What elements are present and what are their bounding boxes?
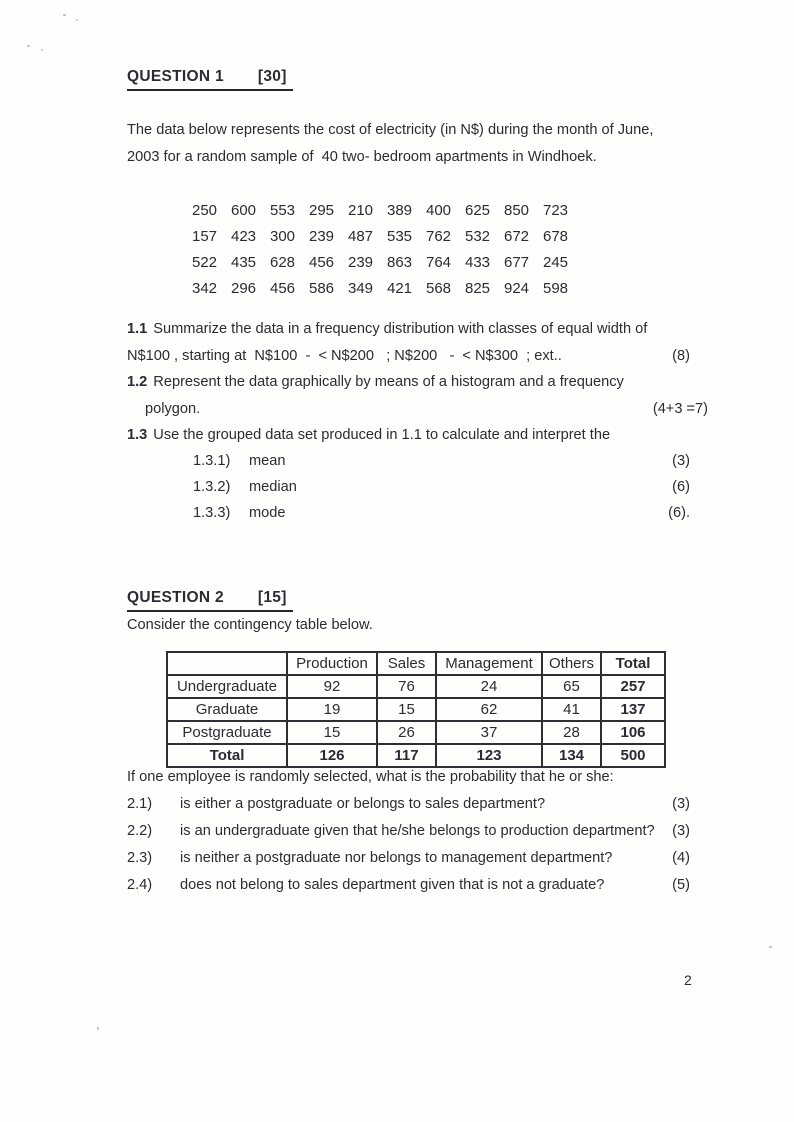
marks-allocation: (3)	[672, 796, 690, 812]
header-cell: Others	[542, 652, 601, 675]
q2-item-2-2: 2.2) is an undergraduate given that he/she belongs to production department? (3)	[127, 823, 690, 839]
item-number: 2.4)	[127, 877, 153, 893]
table-cell: 257	[601, 675, 665, 698]
data-value: 245	[543, 253, 569, 271]
item-number: 1.2	[127, 374, 148, 390]
marks-allocation: (6).	[668, 505, 690, 521]
data-value: 342	[192, 279, 218, 297]
data-value: 586	[309, 279, 335, 297]
q1-subitem-1-3-1: 1.3.1) mean (3)	[193, 453, 690, 469]
scan-speck	[769, 946, 772, 948]
data-value: 532	[465, 227, 491, 245]
q1-intro-line1	[127, 121, 690, 140]
page-number: 2	[684, 972, 692, 988]
electricity-data-grid	[192, 197, 582, 301]
data-value: 672	[504, 227, 530, 245]
table-cell: 24	[436, 675, 542, 698]
question1-title: QUESTION 1	[127, 68, 224, 85]
table-cell: 19	[287, 698, 377, 721]
data-value: 628	[270, 253, 296, 271]
subitem-number: 1.3.3)	[193, 505, 231, 521]
table-row	[167, 675, 665, 698]
question1-marks: [30]	[257, 68, 287, 85]
q1-item-1-2-line1: 1.2 Represent the data graphically by means of a histogram and a frequency	[127, 374, 624, 390]
q1-intro-text2: 2003 for a random sample of 40 two- bedroom apartments in Windhoek.	[127, 149, 597, 165]
data-value: 300	[270, 227, 296, 245]
data-value: 239	[309, 227, 335, 245]
scan-speck	[41, 49, 43, 51]
q1-item-1-3-line1: 1.3 Use the grouped data set produced in 1.1 to calculate and interpret the	[127, 427, 611, 443]
q2-item-2-1: 2.1) is either a postgraduate or belongs to sales department? (3)	[127, 796, 690, 812]
q1-intro-text1: The data below represents the cost of electricity (in N$) during the month of June,	[127, 122, 654, 138]
row-label: Graduate	[167, 698, 287, 721]
data-value: 863	[387, 253, 413, 271]
data-value: 389	[387, 201, 413, 219]
marks-allocation: (8)	[672, 348, 690, 364]
marks-allocation: (4+3 =7)	[652, 401, 708, 417]
subitem-number: 1.3.1)	[193, 453, 231, 469]
table-cell: 62	[436, 698, 542, 721]
item-number: 1.3	[127, 427, 148, 443]
item-number: 2.3)	[127, 850, 153, 866]
data-value: 825	[465, 279, 491, 297]
data-value: 250	[192, 201, 218, 219]
data-value: 239	[348, 253, 374, 271]
scan-speck	[76, 19, 78, 21]
header-cell: Total	[601, 652, 665, 675]
data-value: 400	[426, 201, 452, 219]
table-cell: 92	[287, 675, 377, 698]
row-label: Undergraduate	[167, 675, 287, 698]
item-number: 2.2)	[127, 823, 153, 839]
subitem-number: 1.3.2)	[193, 479, 231, 495]
data-value: 723	[543, 201, 569, 219]
contingency-table	[166, 651, 666, 768]
q1-intro-line2	[127, 148, 690, 167]
item-number: 1.1	[127, 321, 148, 337]
data-value: 535	[387, 227, 413, 245]
data-value: 210	[348, 201, 374, 219]
q2-prompt: If one employee is randomly selected, what is the probability that he or she:	[127, 769, 614, 785]
q2-item-2-4: 2.4) does not belong to sales department given that is not a graduate? (5)	[127, 877, 690, 893]
question2-title: QUESTION 2	[127, 589, 224, 606]
data-value: 435	[231, 253, 257, 271]
data-value: 349	[348, 279, 374, 297]
scan-speck	[27, 45, 30, 47]
q1-item-1-1-line2: N$100 , starting at N$100 - < N$200 ; N$200 - < N$300 ; ext.. (8)	[127, 348, 690, 364]
data-value: 456	[270, 279, 296, 297]
table-cell: 41	[542, 698, 601, 721]
table-cell: 126	[287, 744, 377, 767]
q1-subitem-1-3-2: 1.3.2) median (6)	[193, 479, 690, 495]
table-cell: 123	[436, 744, 542, 767]
data-value: 924	[504, 279, 530, 297]
data-value: 295	[309, 201, 335, 219]
table-cell: 65	[542, 675, 601, 698]
data-value: 677	[504, 253, 530, 271]
data-value: 456	[309, 253, 335, 271]
data-value: 433	[465, 253, 491, 271]
marks-allocation: (5)	[672, 877, 690, 893]
data-value: 598	[543, 279, 569, 297]
table-cell: 134	[542, 744, 601, 767]
marks-allocation: (6)	[672, 479, 690, 495]
table-cell: 15	[287, 721, 377, 744]
table-cell: 26	[377, 721, 436, 744]
item-number: 2.1)	[127, 796, 153, 812]
data-value: 296	[231, 279, 257, 297]
table-total-row	[167, 744, 665, 767]
table-cell: 28	[542, 721, 601, 744]
table-header-row	[167, 652, 665, 675]
question1-heading	[127, 68, 293, 91]
data-value: 423	[231, 227, 257, 245]
table-cell: 76	[377, 675, 436, 698]
table-cell: 137	[601, 698, 665, 721]
scan-speck	[97, 1027, 99, 1030]
q1-subitem-1-3-3: 1.3.3) mode (6).	[193, 505, 690, 521]
data-value: 568	[426, 279, 452, 297]
table-cell: 500	[601, 744, 665, 767]
q2-intro: Consider the contingency table below.	[127, 617, 373, 633]
table-row	[167, 721, 665, 744]
q1-item-1-2-line2: polygon. (4+3 =7)	[145, 401, 708, 417]
row-label: Total	[167, 744, 287, 767]
data-value: 850	[504, 201, 530, 219]
data-value: 764	[426, 253, 452, 271]
table-cell: 15	[377, 698, 436, 721]
header-cell: Sales	[377, 652, 436, 675]
table-cell: 117	[377, 744, 436, 767]
data-value: 762	[426, 227, 452, 245]
data-value: 625	[465, 201, 491, 219]
marks-allocation: (3)	[672, 823, 690, 839]
table-cell: 37	[436, 721, 542, 744]
q1-item-1-1-line1: 1.1 Summarize the data in a frequency distribution with classes of equal width of	[127, 321, 648, 337]
question2-heading	[127, 589, 293, 612]
row-label: Postgraduate	[167, 721, 287, 744]
scan-speck	[63, 14, 66, 16]
table-row	[167, 698, 665, 721]
data-value: 600	[231, 201, 257, 219]
data-value: 421	[387, 279, 413, 297]
data-value: 553	[270, 201, 296, 219]
question2-marks: [15]	[257, 589, 287, 606]
marks-allocation: (3)	[672, 453, 690, 469]
marks-allocation: (4)	[672, 850, 690, 866]
data-value: 522	[192, 253, 218, 271]
data-value: 487	[348, 227, 374, 245]
header-cell: Production	[287, 652, 377, 675]
header-cell	[167, 652, 287, 675]
data-value: 678	[543, 227, 569, 245]
table-cell: 106	[601, 721, 665, 744]
q2-item-2-3: 2.3) is neither a postgraduate nor belongs to management department? (4)	[127, 850, 690, 866]
header-cell: Management	[436, 652, 542, 675]
data-value: 157	[192, 227, 218, 245]
